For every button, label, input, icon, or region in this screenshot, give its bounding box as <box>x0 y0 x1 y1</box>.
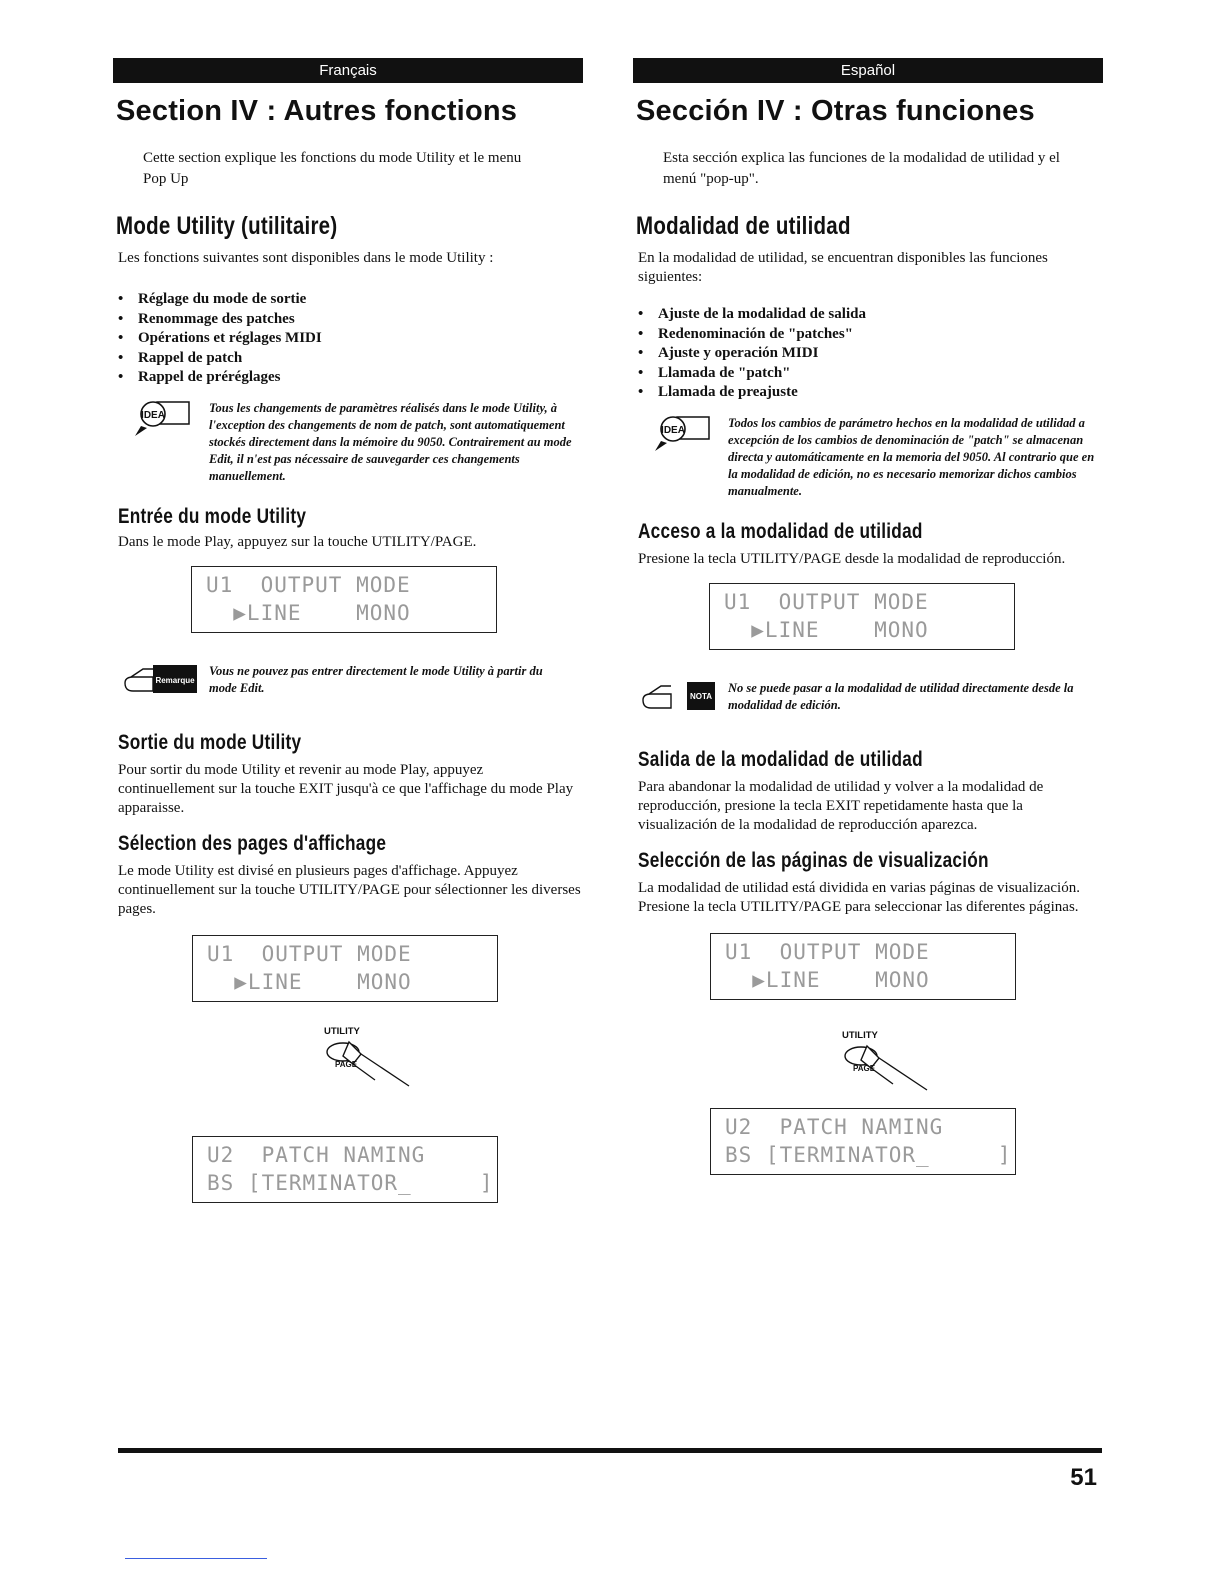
lcd-line-2: ▶LINE MONO <box>207 969 412 994</box>
pages-heading-spanish: Selección de las páginas de visualización <box>638 848 989 872</box>
remark-note-french <box>113 663 583 697</box>
footer-rule <box>118 1448 1102 1453</box>
feature-list-french <box>113 290 583 388</box>
language-bar-spanish: Español <box>633 58 1103 83</box>
lcd-line-1: U2 PATCH NAMING <box>725 1114 944 1139</box>
lcd-display-patch-naming <box>710 1108 1016 1175</box>
entry-text-spanish: Presione la tecla UTILITY/PAGE desde la modalidad de reproducción. <box>638 550 1066 567</box>
mode-intro-french: Les fonctions suivantes sont disponibles dans le mode Utility : <box>118 250 494 266</box>
utility-label: UTILITY <box>842 1029 878 1041</box>
list-item: • Rappel de préréglages <box>118 368 583 388</box>
idea-note-spanish <box>633 415 1103 500</box>
lcd-display-output-mode <box>710 933 1016 1000</box>
pages-text-french: Le mode Utility est divisé en plusieurs pages d'affichage. Appuyez continuellement sur la touche UTILITY/PAGE pour sélectionner les diverses pages. <box>118 862 581 917</box>
mode-heading-spanish: Modalidad de utilidad <box>636 212 851 240</box>
utility-page-button <box>831 1030 941 1100</box>
lcd-line-2: ▶LINE MONO <box>206 600 411 625</box>
exit-heading-spanish: Salida de la modalidad de utilidad <box>638 747 923 771</box>
pages-text-spanish: La modalidad de utilidad está dividida en varias páginas de visualización. Presione la tecla UTILITY/PAGE para seleccionar las diferentes páginas. <box>638 879 1080 915</box>
idea-note-french <box>113 400 583 485</box>
remark-note-text-spanish: No se puede pasar a la modalidad de utilidad directamente desde la modalidad de edición. <box>728 680 1074 712</box>
entry-heading-french: Entrée du mode Utility <box>118 504 307 528</box>
svg-text:IDEA: IDEA <box>661 424 685 436</box>
lcd-line-1: U1 OUTPUT MODE <box>206 572 411 597</box>
remark-note-spanish <box>633 680 1103 714</box>
lcd-line-1: U2 PATCH NAMING <box>207 1142 426 1167</box>
list-item: • Opérations et réglages MIDI <box>118 329 583 349</box>
lcd-line-2: BS [TERMINATOR_ ] <box>207 1170 494 1195</box>
section-title-spanish: Sección IV : Otras funciones <box>636 95 1035 127</box>
list-item: • Llamada de "patch" <box>638 364 1103 384</box>
list-item: • Rappel de patch <box>118 349 583 369</box>
language-bar-french: Français <box>113 58 583 83</box>
french-column <box>113 58 583 1203</box>
mode-heading-french: Mode Utility (utilitaire) <box>116 212 338 240</box>
pointing-hand-icon <box>641 680 717 719</box>
svg-text:IDEA: IDEA <box>141 409 165 421</box>
list-item: • Renommage des patches <box>118 310 583 330</box>
finger-press-icon <box>313 1040 423 1090</box>
exit-text-spanish: Para abandonar la modalidad de utilidad y volver a la modalidad de reproducción, presione la tecla EXIT repetidamente hasta que la visualización de la modalidad de reproducción aparezca. <box>638 778 1044 833</box>
lcd-display-output-mode <box>192 935 498 1002</box>
utility-label: UTILITY <box>324 1025 360 1037</box>
idea-note-text-french: Tous les changements de paramètres réalisés dans le mode Utility, à l'exception des changements de nom de patch, sont automatiquement stockés directement dans la mémoire du 9050. Contrairement au mode Edit, il n'est pas nécessaire de sauvegarder ces changements manuellement. <box>209 400 572 483</box>
list-item: • Réglage du mode de sortie <box>118 290 583 310</box>
pages-heading-french: Sélection des pages d'affichage <box>118 831 387 855</box>
list-item: • Llamada de preajuste <box>638 383 1103 403</box>
entry-heading-spanish: Acceso a la modalidad de utilidad <box>638 519 923 543</box>
entry-text-french: Dans le mode Play, appuyez sur la touche UTILITY/PAGE. <box>118 533 477 550</box>
lcd-line-1: U1 OUTPUT MODE <box>725 939 930 964</box>
lcd-line-2: BS [TERMINATOR_ ] <box>725 1142 1012 1167</box>
spanish-column <box>633 58 1103 1175</box>
remark-note-text-french: Vous ne pouvez pas entrer directement le mode Utility à partir du mode Edit. <box>209 663 543 695</box>
list-item: • Ajuste y operación MIDI <box>638 344 1103 364</box>
list-item: • Ajuste de la modalidad de salida <box>638 305 1103 325</box>
page-number: 51 <box>1070 1464 1097 1491</box>
utility-page-button <box>313 1026 423 1096</box>
lcd-display-output-mode <box>709 583 1015 650</box>
idea-note-text-spanish: Todos los cambios de parámetro hechos en la modalidad de utilidad a excepción de los cambios de denominación de "patch" se almacenan directa y automáticamente en la memoria del 9050. Al contrario que en la modalidad de edición, no es necesario memorizar dichos cambios manualmente. <box>728 415 1095 498</box>
section-title-french: Section IV : Autres fonctions <box>116 95 518 127</box>
section-intro-spanish: Esta sección explica las funciones de la modalidad de utilidad y el menú "pop-up". <box>663 150 1060 187</box>
lcd-display-output-mode <box>191 566 497 633</box>
lcd-display-patch-naming <box>192 1136 498 1203</box>
finger-press-icon <box>831 1044 941 1094</box>
page-label: PAGE <box>335 1059 358 1069</box>
svg-text:NOTA: NOTA <box>689 691 713 701</box>
lcd-line-2: ▶LINE MONO <box>724 617 929 642</box>
footer-underline <box>125 1558 267 1559</box>
section-intro-french: Cette section explique les fonctions du mode Utility et le menu Pop Up <box>143 150 522 187</box>
idea-icon <box>131 400 193 445</box>
lcd-line-2: ▶LINE MONO <box>725 967 930 992</box>
exit-heading-french: Sortie du mode Utility <box>118 730 302 754</box>
feature-list-spanish <box>633 305 1103 403</box>
pointing-hand-icon <box>123 663 199 702</box>
idea-icon <box>651 415 713 460</box>
mode-intro-spanish: En la modalidad de utilidad, se encuentran disponibles las funciones siguientes: <box>638 250 1048 285</box>
lcd-line-1: U1 OUTPUT MODE <box>724 589 929 614</box>
list-item: • Redenominación de "patches" <box>638 325 1103 345</box>
page-label: PAGE <box>853 1063 876 1073</box>
exit-text-french: Pour sortir du mode Utility et revenir au mode Play, appuyez continuellement sur la touche EXIT jusqu'à ce que l'affichage du mode Play apparaisse. <box>118 761 574 816</box>
svg-text:Remarque: Remarque <box>155 675 195 685</box>
lcd-line-1: U1 OUTPUT MODE <box>207 941 412 966</box>
